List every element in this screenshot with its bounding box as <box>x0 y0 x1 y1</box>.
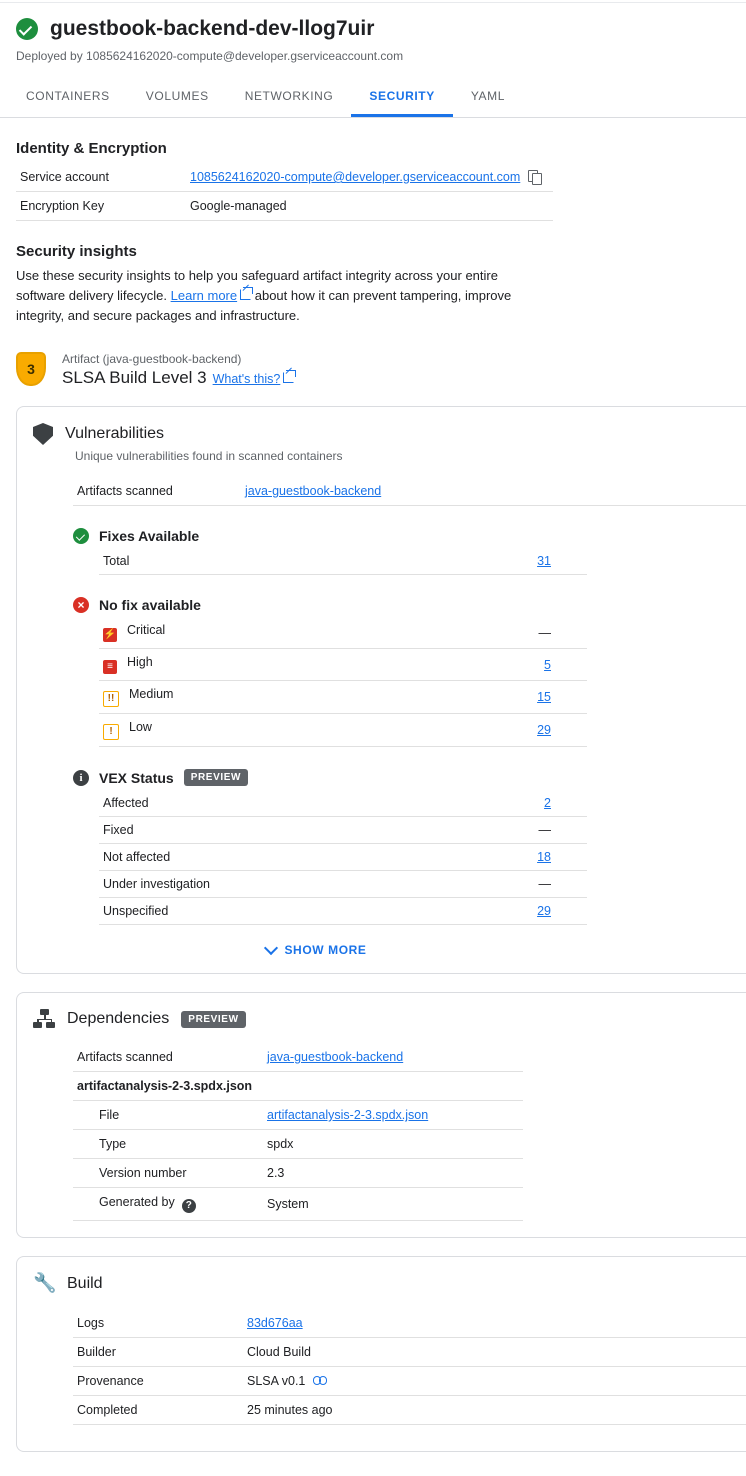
vex-fixed-label: Fixed <box>99 817 267 844</box>
severity-low-row <box>99 714 267 747</box>
build-builder-value: Cloud Build <box>243 1338 746 1367</box>
deps-file-label: File <box>73 1101 263 1130</box>
vex-not-affected-value[interactable]: 18 <box>537 850 551 864</box>
severity-low-value[interactable]: 29 <box>537 723 551 737</box>
dependencies-table <box>73 1043 523 1221</box>
table-row <box>73 1072 523 1101</box>
identity-section-title: Identity & Encryption <box>16 140 167 157</box>
no-fix-header <box>73 597 746 613</box>
vex-affected-value[interactable]: 2 <box>544 796 551 810</box>
artifacts-scanned-link[interactable]: java-guestbook-backend <box>245 484 382 498</box>
slsa-level-label-row <box>62 368 294 388</box>
deps-file-link[interactable]: artifactanalysis-2-3.spdx.json <box>267 1108 429 1122</box>
no-fix-table <box>99 617 587 747</box>
severity-high-label: High <box>127 655 153 669</box>
vex-under-investigation-value: — <box>267 871 587 898</box>
fixes-total-label: Total <box>99 548 267 575</box>
slsa-level-label: SLSA Build Level 3 <box>62 368 207 387</box>
deps-generated-by-value: System <box>263 1188 523 1221</box>
table-row <box>73 1309 746 1338</box>
tab-security[interactable]: SECURITY <box>351 77 452 117</box>
identity-table <box>16 163 553 221</box>
deps-artifacts-scanned-label: Artifacts scanned <box>73 1043 263 1072</box>
deployed-by-subtitle: Deployed by 1085624162020-compute@developer.gserviceaccount.com <box>16 49 404 63</box>
build-card <box>16 1256 746 1452</box>
severity-critical-label: Critical <box>127 623 166 637</box>
build-completed-value: 25 minutes ago <box>243 1396 746 1425</box>
external-link-icon <box>240 289 251 300</box>
fixes-total-value-cell <box>267 548 587 575</box>
table-row <box>99 817 587 844</box>
error-circle-icon: × <box>73 597 89 613</box>
encryption-key-label: Encryption Key <box>16 192 186 221</box>
deps-artifacts-scanned-value-cell <box>263 1043 523 1072</box>
info-icon: i <box>73 770 89 786</box>
table-row <box>99 871 587 898</box>
vex-affected-label: Affected <box>99 790 267 817</box>
build-completed-label: Completed <box>73 1396 243 1425</box>
tab-networking[interactable]: NETWORKING <box>244 89 334 103</box>
dependencies-title: Dependencies <box>67 1010 170 1027</box>
table-row <box>99 548 587 575</box>
table-row <box>73 1101 523 1130</box>
dependencies-card-header <box>17 1009 746 1029</box>
page-header <box>0 3 746 63</box>
build-provenance-label: Provenance <box>73 1367 243 1396</box>
severity-low-label: Low <box>129 720 152 734</box>
table-row <box>99 649 587 681</box>
deps-type-value: spdx <box>263 1130 523 1159</box>
whats-this-link[interactable]: What's this? <box>212 372 281 386</box>
deps-generated-by-label-cell <box>73 1188 263 1221</box>
service-account-label: Service account <box>16 163 186 192</box>
build-logs-label: Logs <box>73 1309 243 1338</box>
check-circle-icon <box>16 18 38 40</box>
table-row <box>99 790 587 817</box>
slsa-level-row <box>16 352 730 388</box>
show-more-label: SHOW MORE <box>284 943 367 957</box>
vulnerabilities-title: Vulnerabilities <box>65 425 165 442</box>
security-insights-body <box>16 266 531 326</box>
fixes-available-header <box>73 528 746 544</box>
table-row <box>73 1338 746 1367</box>
fixes-available-title: Fixes Available <box>99 528 200 544</box>
severity-medium-value[interactable]: 15 <box>537 690 551 704</box>
tab-bar <box>0 77 746 118</box>
copy-icon[interactable] <box>528 170 541 184</box>
severity-medium-value-cell <box>267 681 587 714</box>
vulnerabilities-card <box>16 406 746 974</box>
vex-under-investigation-label: Under investigation <box>99 871 267 898</box>
show-more-button[interactable] <box>17 943 746 957</box>
no-fix-title: No fix available <box>99 597 201 613</box>
vulnerabilities-card-header <box>17 423 746 445</box>
vex-affected-value-cell <box>267 790 587 817</box>
page-title: guestbook-backend-dev-llog7uir <box>50 17 375 40</box>
tab-containers[interactable]: CONTAINERS <box>26 89 110 103</box>
vulnerabilities-subtitle: Unique vulnerabilities found in scanned containers <box>75 449 343 463</box>
chevron-down-icon <box>264 941 278 955</box>
vulnerabilities-artifacts-table <box>73 477 746 506</box>
deps-artifacts-scanned-link[interactable]: java-guestbook-backend <box>267 1050 404 1064</box>
severity-critical-icon: ⚡ <box>103 629 117 640</box>
check-circle-icon <box>73 528 89 544</box>
severity-critical-value: — <box>267 617 587 649</box>
table-row <box>99 714 587 747</box>
help-icon[interactable]: ? <box>182 1199 196 1213</box>
external-link-icon <box>283 372 294 383</box>
slsa-badge-icon <box>16 352 48 388</box>
table-row <box>99 617 587 649</box>
build-builder-label: Builder <box>73 1338 243 1367</box>
table-row <box>73 1043 523 1072</box>
insights-text-part-1: Use these security insights to help you safeguard artifact integrity across your entire software delivery lifecycle. <box>16 268 498 303</box>
security-insights-section <box>0 243 746 388</box>
build-logs-link[interactable]: 83d676aa <box>247 1316 303 1330</box>
learn-more-link[interactable]: Learn more <box>170 288 238 303</box>
build-provenance-value: SLSA v0.1 <box>247 1374 306 1388</box>
table-row <box>73 1188 523 1221</box>
fixes-available-table <box>99 548 587 575</box>
vex-unspecified-label: Unspecified <box>99 898 267 925</box>
build-table <box>73 1309 746 1425</box>
table-row <box>99 681 587 714</box>
vex-fixed-value: — <box>267 817 587 844</box>
table-row <box>73 477 746 506</box>
wrench-icon: 🔧 <box>33 1273 57 1294</box>
tab-volumes[interactable]: VOLUMES <box>145 89 209 103</box>
severity-high-icon: ≡ <box>103 660 117 674</box>
deps-sbom-filename: artifactanalysis-2-3.spdx.json <box>73 1072 523 1101</box>
vex-unspecified-value[interactable]: 29 <box>537 904 551 918</box>
table-row <box>73 1159 523 1188</box>
fixes-total-value[interactable]: 31 <box>537 554 551 568</box>
vex-not-affected-label: Not affected <box>99 844 267 871</box>
table-row <box>16 163 553 192</box>
table-row <box>99 844 587 871</box>
severity-medium-row <box>99 681 267 714</box>
severity-critical-row <box>99 617 267 649</box>
service-account-link[interactable]: 1085624162020-compute@developer.gserviceaccount.com <box>190 170 521 184</box>
deps-generated-by-label: Generated by <box>99 1195 175 1209</box>
chain-link-icon[interactable] <box>313 1376 328 1386</box>
severity-medium-label: Medium <box>129 687 174 701</box>
severity-high-value[interactable]: 5 <box>544 657 551 672</box>
dependencies-icon <box>33 1009 55 1029</box>
title-row <box>16 17 730 41</box>
vex-unspecified-value-cell <box>267 898 587 925</box>
artifacts-scanned-label: Artifacts scanned <box>73 477 241 506</box>
dependencies-card <box>16 992 746 1238</box>
build-logs-value-cell <box>243 1309 746 1338</box>
slsa-text-block <box>62 352 294 388</box>
slsa-artifact-label: Artifact (java-guestbook-backend) <box>62 352 242 366</box>
severity-high-row <box>99 649 267 681</box>
insights-text-part-2: about how it can prevent tampering, improve integrity, and secure packages and infrastructure. <box>16 288 512 323</box>
vex-status-header <box>73 769 746 786</box>
artifacts-scanned-value-cell <box>241 477 746 506</box>
build-title: Build <box>67 1275 103 1292</box>
encryption-key-value: Google-managed <box>186 192 553 221</box>
deps-version-value: 2.3 <box>263 1159 523 1188</box>
severity-low-value-cell <box>267 714 587 747</box>
build-provenance-value-cell <box>243 1367 746 1396</box>
build-card-header <box>17 1273 746 1295</box>
slsa-level-number: 3 <box>16 352 46 386</box>
severity-low-icon: ! <box>103 724 119 740</box>
table-row <box>73 1367 746 1396</box>
shield-icon <box>33 423 53 445</box>
table-row <box>16 192 553 221</box>
service-account-value-cell <box>186 163 553 192</box>
severity-medium-icon: !! <box>103 691 119 707</box>
table-row <box>99 898 587 925</box>
severity-high-value-cell <box>267 649 587 681</box>
dependencies-preview-badge: PREVIEW <box>181 1011 245 1028</box>
vex-not-affected-value-cell <box>267 844 587 871</box>
deps-version-label: Version number <box>73 1159 263 1188</box>
identity-encryption-section <box>0 140 746 221</box>
vex-status-table <box>99 790 587 925</box>
table-row <box>73 1130 523 1159</box>
vex-status-title: VEX Status <box>99 769 174 786</box>
deps-type-label: Type <box>73 1130 263 1159</box>
table-row <box>73 1396 746 1425</box>
tab-yaml[interactable]: YAML <box>470 89 506 103</box>
deps-file-value-cell <box>263 1101 523 1130</box>
security-insights-title: Security insights <box>16 243 137 260</box>
vex-preview-badge: PREVIEW <box>184 769 248 786</box>
